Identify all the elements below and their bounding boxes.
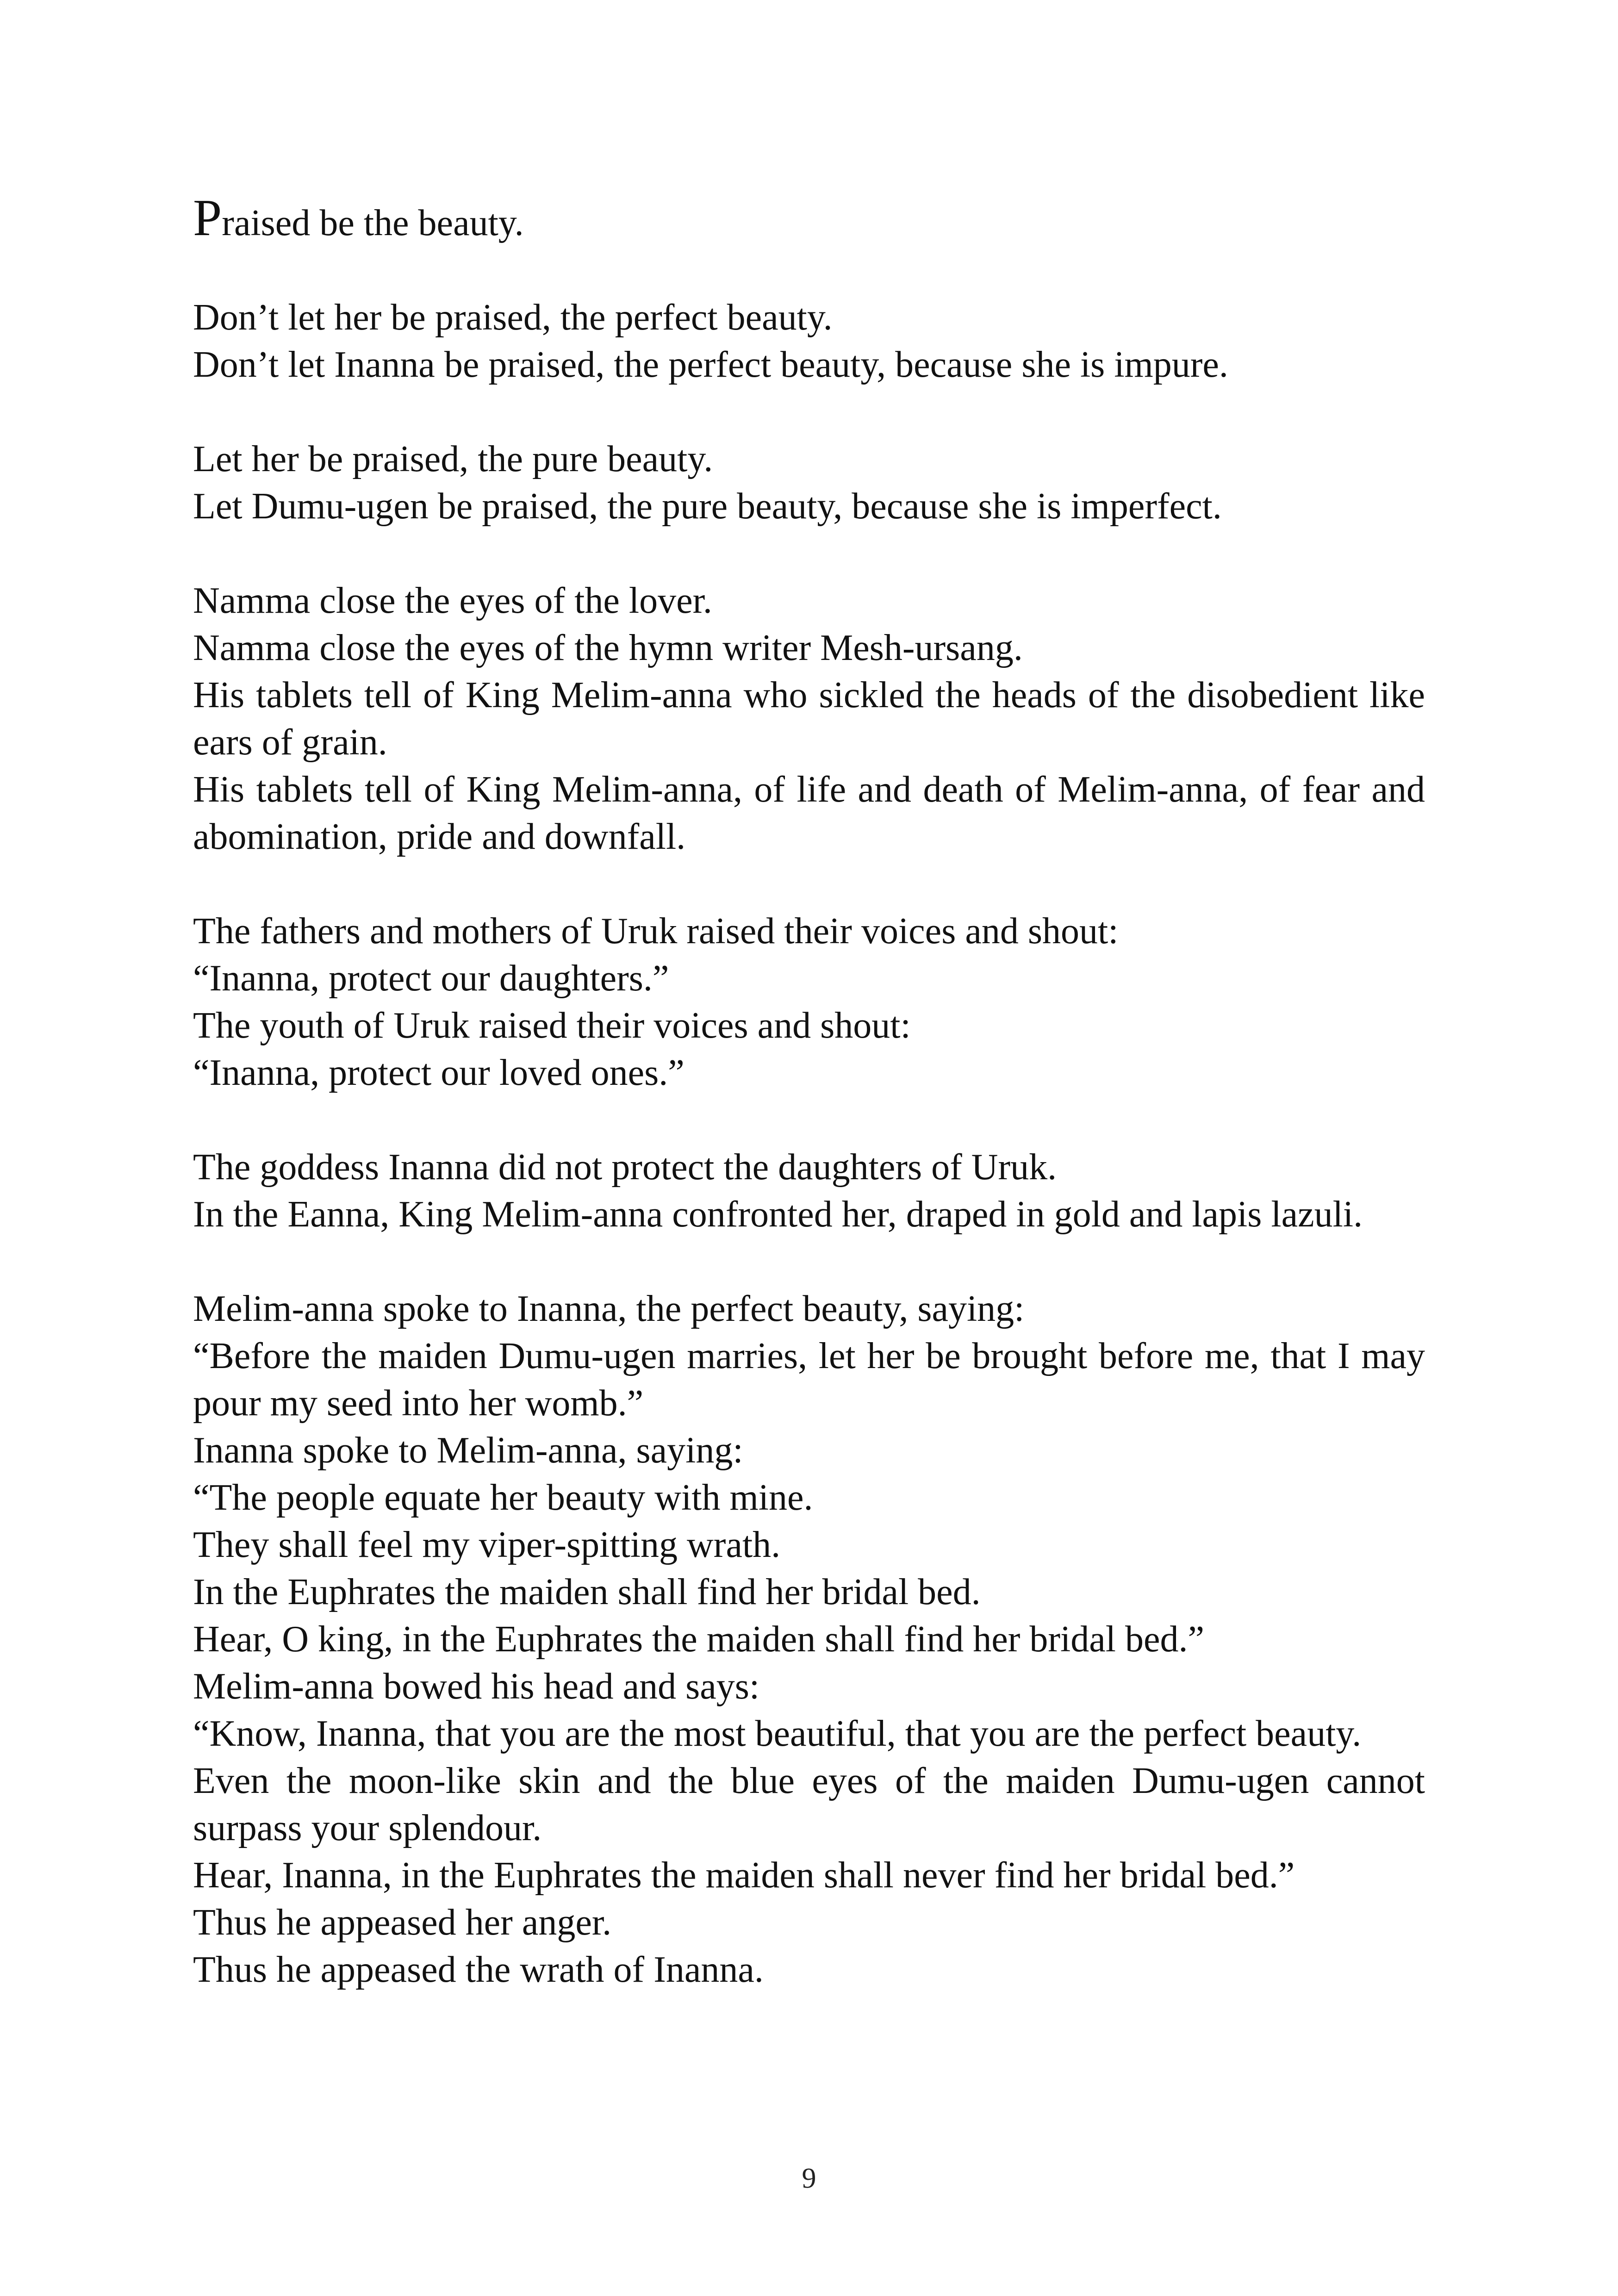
text-line: Thus he appeased her anger. xyxy=(193,1902,612,1943)
text-line: Thus he appeased the wrath of Inanna. xyxy=(193,1949,764,1990)
text-line: Melim-anna bowed his head and says: xyxy=(193,1666,760,1707)
text-line: Inanna spoke to Melim-anna, saying: xyxy=(193,1430,743,1471)
text-line: Don’t let her be praised, the perfect beauty. xyxy=(193,297,833,338)
stanza-6 xyxy=(193,1285,1425,1993)
text-line: In the Eanna, King Melim-anna confronted her, draped in gold and lapis lazuli. xyxy=(193,1194,1363,1235)
text-line: “The people equate her beauty with mine. xyxy=(193,1477,813,1518)
text-line: In the Euphrates the maiden shall find her bridal bed. xyxy=(193,1572,981,1612)
page-number: 9 xyxy=(802,2163,816,2194)
opening-line xyxy=(193,189,1425,247)
text-line: Even the moon-like skin and the blue eyes of the maiden Dumu-ugen cannot surpass your splendour. xyxy=(193,1761,1425,1848)
text-line: Namma close the eyes of the hymn writer Mesh-ursang. xyxy=(193,628,1023,668)
text-line: Don’t let Inanna be praised, the perfect beauty, because she is impure. xyxy=(193,344,1228,385)
opening-line-rest: raised be the beauty. xyxy=(222,203,524,243)
text-line: The goddess Inanna did not protect the daughters of Uruk. xyxy=(193,1147,1057,1188)
drop-initial: P xyxy=(193,189,222,247)
stanza-3 xyxy=(193,577,1425,860)
stanza-2 xyxy=(193,436,1425,530)
body-text xyxy=(193,189,1425,1993)
stanza-opening xyxy=(193,189,1425,247)
text-line: Melim-anna spoke to Inanna, the perfect beauty, saying: xyxy=(193,1288,1025,1329)
text-line: Hear, Inanna, in the Euphrates the maiden shall never find her bridal bed.” xyxy=(193,1855,1295,1896)
text-line: “Know, Inanna, that you are the most beautiful, that you are the perfect beauty. xyxy=(193,1713,1362,1754)
text-line: Hear, O king, in the Euphrates the maiden shall find her bridal bed.” xyxy=(193,1619,1204,1660)
text-line: “Inanna, protect our daughters.” xyxy=(193,958,669,999)
text-line: His tablets tell of King Melim-anna, of life and death of Melim-anna, of fear and abomination, pride and downfall. xyxy=(193,769,1425,857)
text-line: “Inanna, protect our loved ones.” xyxy=(193,1052,685,1093)
text-line: Namma close the eyes of the lover. xyxy=(193,580,712,621)
text-line: His tablets tell of King Melim-anna who sickled the heads of the disobedient like ears of grain. xyxy=(193,675,1425,763)
text-line: “Before the maiden Dumu-ugen marries, let her be brought before me, that I may pour my seed into her womb.” xyxy=(193,1336,1425,1424)
text-line: The youth of Uruk raised their voices and shout: xyxy=(193,1005,911,1046)
text-line: The fathers and mothers of Uruk raised their voices and shout: xyxy=(193,911,1119,952)
text-line: They shall feel my viper-spitting wrath. xyxy=(193,1524,781,1565)
text-line: Let Dumu-ugen be praised, the pure beauty, because she is imperfect. xyxy=(193,486,1222,527)
text-line: Let her be praised, the pure beauty. xyxy=(193,439,713,479)
stanza-5 xyxy=(193,1144,1425,1238)
stanza-4 xyxy=(193,908,1425,1096)
stanza-1 xyxy=(193,294,1425,388)
